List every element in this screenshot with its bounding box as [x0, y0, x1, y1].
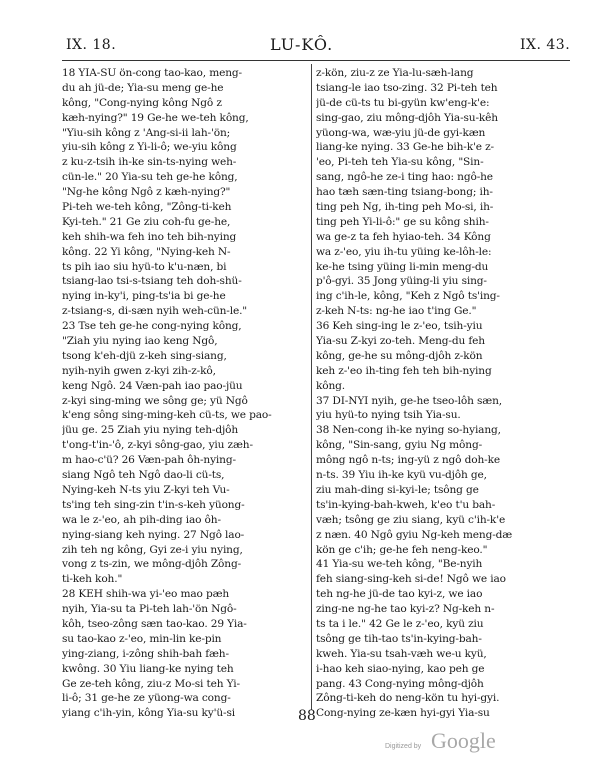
text-line: ti-keh koh.": [62, 573, 123, 586]
text-line: Ge ze-teh kông, ziu-z Mo-si teh Yi-: [62, 677, 240, 690]
text-line: yiang c'ih-yin, kông Yia-su ky'ü-si: [62, 707, 236, 720]
text-line: Yia-su Z-kyi zo-teh. Meng-du feh: [316, 335, 485, 348]
text-line: yiu hyü-to nying tsih Yia-su.: [316, 409, 461, 422]
text-line: nyih-nyih gwen z-kyi zih-z-kô,: [62, 364, 216, 377]
text-line: kông, "Sin-sang, gyiu Ng mông-: [316, 439, 483, 452]
left-text-column: [62, 66, 308, 721]
google-logo-watermark: Google: [431, 728, 496, 753]
text-line: keng Ngô. 24 Væn-pah iao pao-jüu: [62, 379, 243, 392]
text-line: ts ta i le." 42 Ge le z-'eo, kyü ziu: [316, 617, 484, 630]
chapter-verse-start: IX. 18.: [66, 37, 117, 53]
text-line: yiu-sih kông z Yi-li-ô; we-yiu kông: [62, 141, 237, 154]
text-line: 'eo, Pi-teh teh Yia-su kông, "Sin-: [316, 156, 484, 169]
text-line: nyih, Yia-su ta Pi-teh lah-'ön Ngô-: [62, 603, 237, 616]
text-line: z-kyi sing-ming we sông ge; yü Ngô: [62, 394, 248, 407]
right-text-column: [316, 66, 566, 721]
text-line: z ku-z-tsih ih-ke sin-ts-nying weh-: [62, 156, 237, 169]
text-line: kông, "Cong-nying kông Ngô z: [62, 96, 222, 109]
text-line: 37 DI-NYI nyih, ge-he tseo-lôh sæn,: [316, 394, 502, 407]
text-line: p'ô-gyi. 35 Jong yüing-li yiu sing-: [316, 275, 487, 288]
text-line: Nying-keh N-ts yiu Z-kyi teh Vu-: [62, 483, 230, 496]
text-line: ziu mah-ding si-kyi-le; tsông ge: [316, 483, 479, 496]
text-line: zih teh ng kông, Gyi ze-i yiu nying,: [62, 543, 243, 556]
text-line: ing c'ih-le, kông, "Keh z Ngô ts'ing-: [316, 290, 500, 303]
text-line: keh z-'eo ih-ting feh teh bih-nying: [316, 364, 492, 377]
text-line: ts pih iao siu hyü-to k'u-næn, bi: [62, 260, 227, 273]
column-divider: [311, 64, 312, 710]
text-line: kön ge c'ih; ge-he feh neng-keo.": [316, 543, 488, 556]
text-line: wa le z-'eo, ah pih-ding iao ôh-: [62, 513, 221, 526]
text-line: Kyi-teh." 21 Ge ziu coh-fu ge-he,: [62, 215, 231, 228]
text-line: z næn. 40 Ngô gyiu Ng-keh meng-dæ: [316, 528, 513, 541]
text-line: tsông ge tih-tao ts'in-kying-bah-: [316, 632, 482, 645]
text-line: su tao-kao z-'eo, min-lin ke-pin: [62, 632, 222, 645]
text-line: teh ng-he jü-de tao kyi-z, we iao: [316, 588, 483, 601]
text-line: ts'ing teh sing-zin t'in-s-keh yüong-: [62, 498, 245, 511]
text-line: z-tsiang-s, di-sæn nyih weh-cün-le.": [62, 305, 248, 318]
page-number: 88: [298, 708, 316, 724]
text-line: cün-le." 20 Yia-su teh ge-he kông,: [62, 171, 238, 184]
text-line: jü-de cü-ts tu bi-gyün kw'eng-k'e:: [316, 96, 490, 109]
text-line: z-keh N-ts: ng-he iao t'ing Ge.": [316, 305, 477, 318]
text-line: 41 Yia-su we-teh kông, "Be-nyih: [316, 558, 483, 571]
text-line: tsiang-lao tsi-s-tsiang teh doh-shü-: [62, 275, 242, 288]
text-line: 36 Keh sing-ing le z-'eo, tsih-yiu: [316, 320, 483, 333]
text-line: "Ng-he kông Ngô z kæh-nying?": [62, 186, 231, 199]
text-line: kông. 22 Yi kông, "Nying-keh N-: [62, 245, 231, 258]
text-line: "Ziah yiu nying iao keng Ngô,: [62, 335, 218, 348]
text-line: i-hao keh siao-nying, kao peh ge: [316, 662, 485, 675]
text-line: m hao-c'ü? 26 Væn-pah ôh-nying-: [62, 454, 236, 467]
text-line: kweh. Yia-su tsah-væh we-u kyü,: [316, 647, 487, 660]
text-line: siang Ngô teh Ngô dao-li cü-ts,: [62, 469, 225, 482]
text-line: li-ô; 31 ge-he ze yüong-wa cong-: [62, 692, 231, 705]
text-line: nying in-ky'i, ping-ts'ia bi ge-he: [62, 290, 226, 303]
text-line: kôh, tseo-zông sæn tao-kao. 29 Yia-: [62, 617, 247, 630]
text-line: 38 Nen-cong ih-ke nying so-hyiang,: [316, 424, 501, 437]
text-line: wa ge-z ta feh hyiao-teh. 34 Kông: [316, 230, 491, 243]
text-line: ting peh Ng, ih-ting peh Mo-si, ih-: [316, 201, 494, 214]
text-line: hao tæh sæn-ting tsiang-bong; ih-: [316, 186, 493, 199]
text-line: keh shih-wa feh ino teh bih-nying: [62, 230, 237, 243]
text-line: kông, ge-he su mông-djôh z-kön: [316, 349, 483, 362]
text-line: zing-ne ng-he tao kyi-z? Ng-keh n-: [316, 603, 495, 616]
text-line: jüu ge. 25 Ziah yiu nying teh-djôh: [62, 424, 239, 437]
text-line: "Yiu-sih kông z 'Ang-si-ii lah-'ön;: [62, 126, 231, 139]
text-line: Zông-ti-keh do neng-kön tu hyi-gyi.: [316, 692, 500, 705]
text-line: wa z-'eo, yiu ih-tu yüing ke-lôh-le:: [316, 245, 492, 258]
text-line: tsong k'eh-djü z-keh sing-siang,: [62, 349, 227, 362]
text-line: 18 YIA-SU ön-cong tao-kao, meng-: [62, 67, 242, 79]
text-line: 23 Tse teh ge-he cong-nying kông,: [62, 320, 242, 333]
digitized-watermark: Digitized by: [385, 743, 422, 750]
text-line: liang-ke nying. 33 Ge-he bih-k'e z-: [316, 141, 494, 154]
text-line: n-ts. 39 Yiu ih-ke kyü vu-djôh ge,: [316, 469, 487, 482]
text-line: ts'in-kying-bah-kweh, k'eo t'u bah-: [316, 498, 496, 511]
text-line: feh siang-sing-keh si-de! Ngô we iao: [316, 573, 506, 586]
text-line: ying-ziang, i-zông shih-bah fæh-: [62, 647, 229, 660]
text-line: t'ong-t'in-'ô, z-kyi sông-gao, yiu zæh-: [62, 439, 253, 452]
text-line: ke-he tsing yüing li-min meng-du: [316, 260, 489, 273]
text-line: sang, ngô-he ze-i ting hao: ngô-he: [316, 171, 493, 184]
text-line: Cong-nying ze-kæn hyi-gyi Yia-su: [316, 707, 490, 720]
text-line: k'eng sông sing-ming-keh cü-ts, we pao-: [62, 409, 272, 422]
text-line: nying-siang keh nying. 27 Ngô lao-: [62, 528, 245, 541]
text-line: kông.: [316, 379, 346, 392]
text-line: vong z ts-zin, we mông-djôh Zông-: [62, 558, 242, 571]
text-line: ting peh Yi-li-ô:" ge su kông shih-: [316, 215, 489, 228]
header-rule: [62, 60, 570, 61]
text-line: 28 KEH shih-wa yi-'eo mao pæh: [62, 588, 230, 601]
text-line: yüong-wa, wæ-yiu jü-de gyi-kæn: [316, 126, 486, 139]
text-line: kæh-nying?" 19 Ge-he we-teh kông,: [62, 111, 249, 124]
text-line: kwông. 30 Yiu liang-ke nying teh: [62, 662, 234, 675]
text-line: du ah jü-de; Yia-su meng ge-he: [62, 81, 224, 94]
text-line: pang. 43 Cong-nying mông-djôh: [316, 677, 484, 690]
book-title: LU-KÔ.: [270, 35, 334, 54]
text-line: Pi-teh we-teh kông, "Zông-ti-keh: [62, 201, 232, 214]
text-line: sing-gao, ziu mông-djôh Yia-su-kêh: [316, 111, 498, 124]
text-line: tsiang-le iao tso-zing. 32 Pi-teh teh: [316, 81, 498, 94]
chapter-verse-end: IX. 43.: [520, 37, 571, 53]
text-line: væh; tsông ge ziu siang, kyü c'ih-k'e: [316, 513, 506, 526]
text-line: mông ngô n-ts; ing-yü z ngô doh-ke: [316, 454, 500, 467]
text-line: z-kön, ziu-z ze Yia-lu-sæh-lang: [316, 67, 474, 79]
